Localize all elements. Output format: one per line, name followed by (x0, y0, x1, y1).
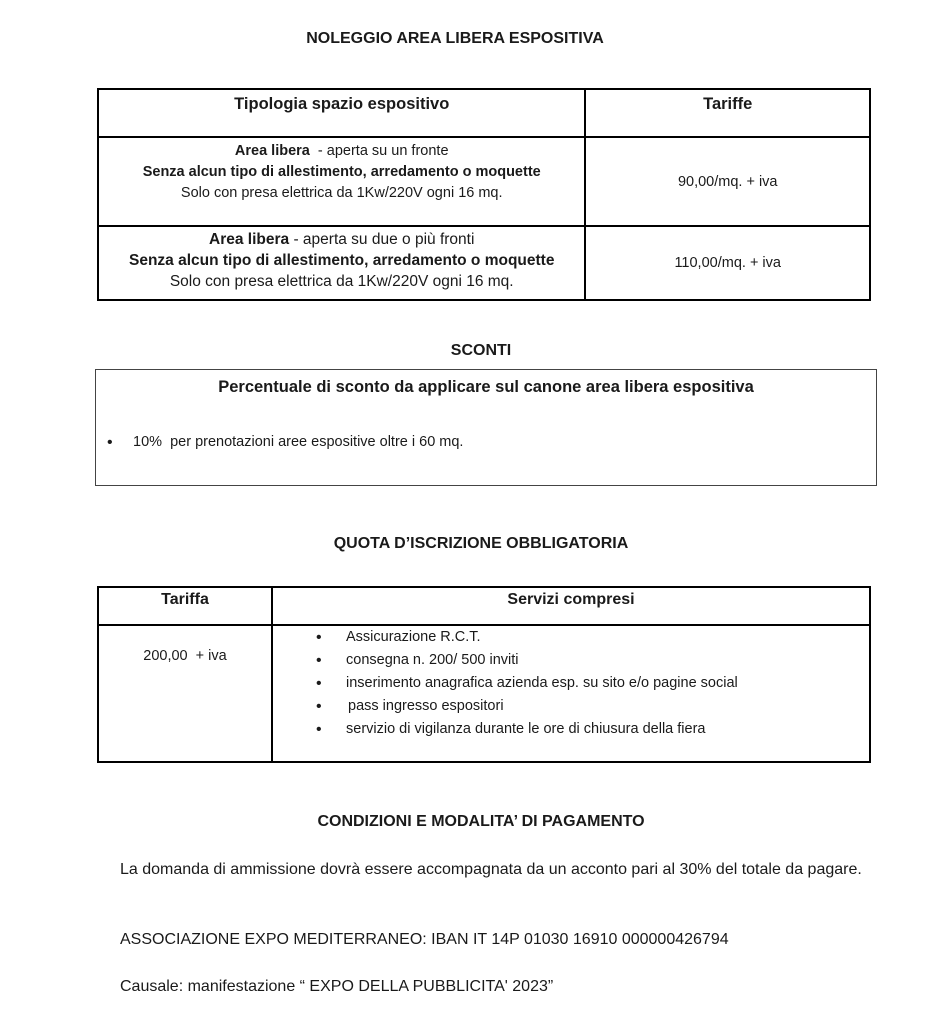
discount-box (95, 369, 877, 486)
table-row (98, 625, 870, 762)
list-item: • consegna n. 200/ 500 inviti (316, 652, 519, 669)
rental-row-1-price-value: 90,00/mq. + iva (677, 173, 778, 190)
service-item-text: consegna n. 200/ 500 inviti (346, 652, 519, 668)
rental-row-2-subtitle: - aperta su due o più fronti (289, 231, 475, 248)
discount-list (107, 431, 464, 454)
payment-causale: Causale: manifestazione “ EXPO DELLA PUBBLICITA' 2023” (120, 978, 554, 995)
rental-row-2-title: Area libera (209, 231, 290, 248)
rental-row-2-desc (98, 226, 585, 300)
fee-header-tariff (98, 587, 272, 625)
services-list (316, 626, 869, 741)
rental-header-price-label: Tariffe (703, 95, 753, 113)
fee-price-cell (98, 625, 272, 762)
rental-table (97, 88, 871, 301)
rental-row-2-note: Senza alcun tipo di allestimento, arredamento o moquette (128, 252, 555, 269)
service-item-text: Assicurazione R.C.T. (346, 629, 481, 645)
rental-header-price (585, 89, 870, 137)
discount-item-text: 10% per prenotazioni aree espositive oltre i 60 mq. (133, 434, 464, 450)
list-item: • Assicurazione R.C.T. (316, 629, 481, 646)
table-row (98, 226, 870, 300)
rental-row-2-electric: Solo con presa elettrica da 1Kw/220V ogni 16 mq. (169, 273, 514, 290)
rental-row-2-price (585, 226, 870, 300)
rental-row-1-title: Area libera (234, 143, 310, 159)
payment-paragraph-1: La domanda di ammissione dovrà essere accompagnata da un acconto pari al 30% del totale da pagare. (120, 861, 862, 878)
section-title-quota: QUOTA D’ISCRIZIONE OBBLIGATORIA (333, 535, 629, 552)
rental-row-1-note: Senza alcun tipo di allestimento, arredamento o moquette (142, 164, 541, 180)
rental-row-1-electric: Solo con presa elettrica da 1Kw/220V ogni 16 mq. (180, 185, 503, 201)
fee-header-tariff-label: Tariffa (161, 591, 209, 608)
fee-table (97, 586, 871, 763)
rental-row-1-subtitle: - aperta su un fronte (309, 143, 449, 159)
list-item: • 10% per prenotazioni aree espositive oltre i 60 mq. (107, 434, 464, 451)
list-item: • inserimento anagrafica azienda esp. su sito e/o pagine social (316, 675, 738, 692)
section-title-noleggio: NOLEGGIO AREA LIBERA ESPOSITIVA (306, 30, 604, 47)
rental-header-type-label: Tipologia spazio espositivo (234, 95, 450, 113)
list-item: • servizio di vigilanza durante le ore di chiusura della fiera (316, 721, 706, 738)
discount-heading: Percentuale di sconto da applicare sul canone area libera espositiva (218, 378, 754, 396)
fee-price-value: 200,00 + iva (143, 648, 227, 664)
rental-row-1-price (585, 137, 870, 226)
rental-row-1-desc (98, 137, 585, 226)
table-row (98, 137, 870, 226)
fee-header-services-label: Servizi compresi (507, 591, 635, 608)
fee-header-services (272, 587, 870, 625)
rental-header-type (98, 89, 585, 137)
section-title-sconti: SCONTI (450, 342, 512, 359)
payment-iban: ASSOCIAZIONE EXPO MEDITERRANEO: IBAN IT 14P 01030 16910 000000426794 (120, 931, 729, 948)
section-title-condizioni: CONDIZIONI E MODALITA’ DI PAGAMENTO (317, 813, 645, 830)
list-item: • pass ingresso espositori (316, 698, 504, 715)
service-item-text: servizio di vigilanza durante le ore di chiusura della fiera (346, 721, 706, 737)
service-item-text: inserimento anagrafica azienda esp. su sito e/o pagine social (346, 675, 738, 691)
rental-row-2-price-value: 110,00/mq. + iva (674, 255, 781, 271)
fee-services-cell (272, 625, 870, 762)
service-item-text: pass ingresso espositori (348, 698, 504, 714)
